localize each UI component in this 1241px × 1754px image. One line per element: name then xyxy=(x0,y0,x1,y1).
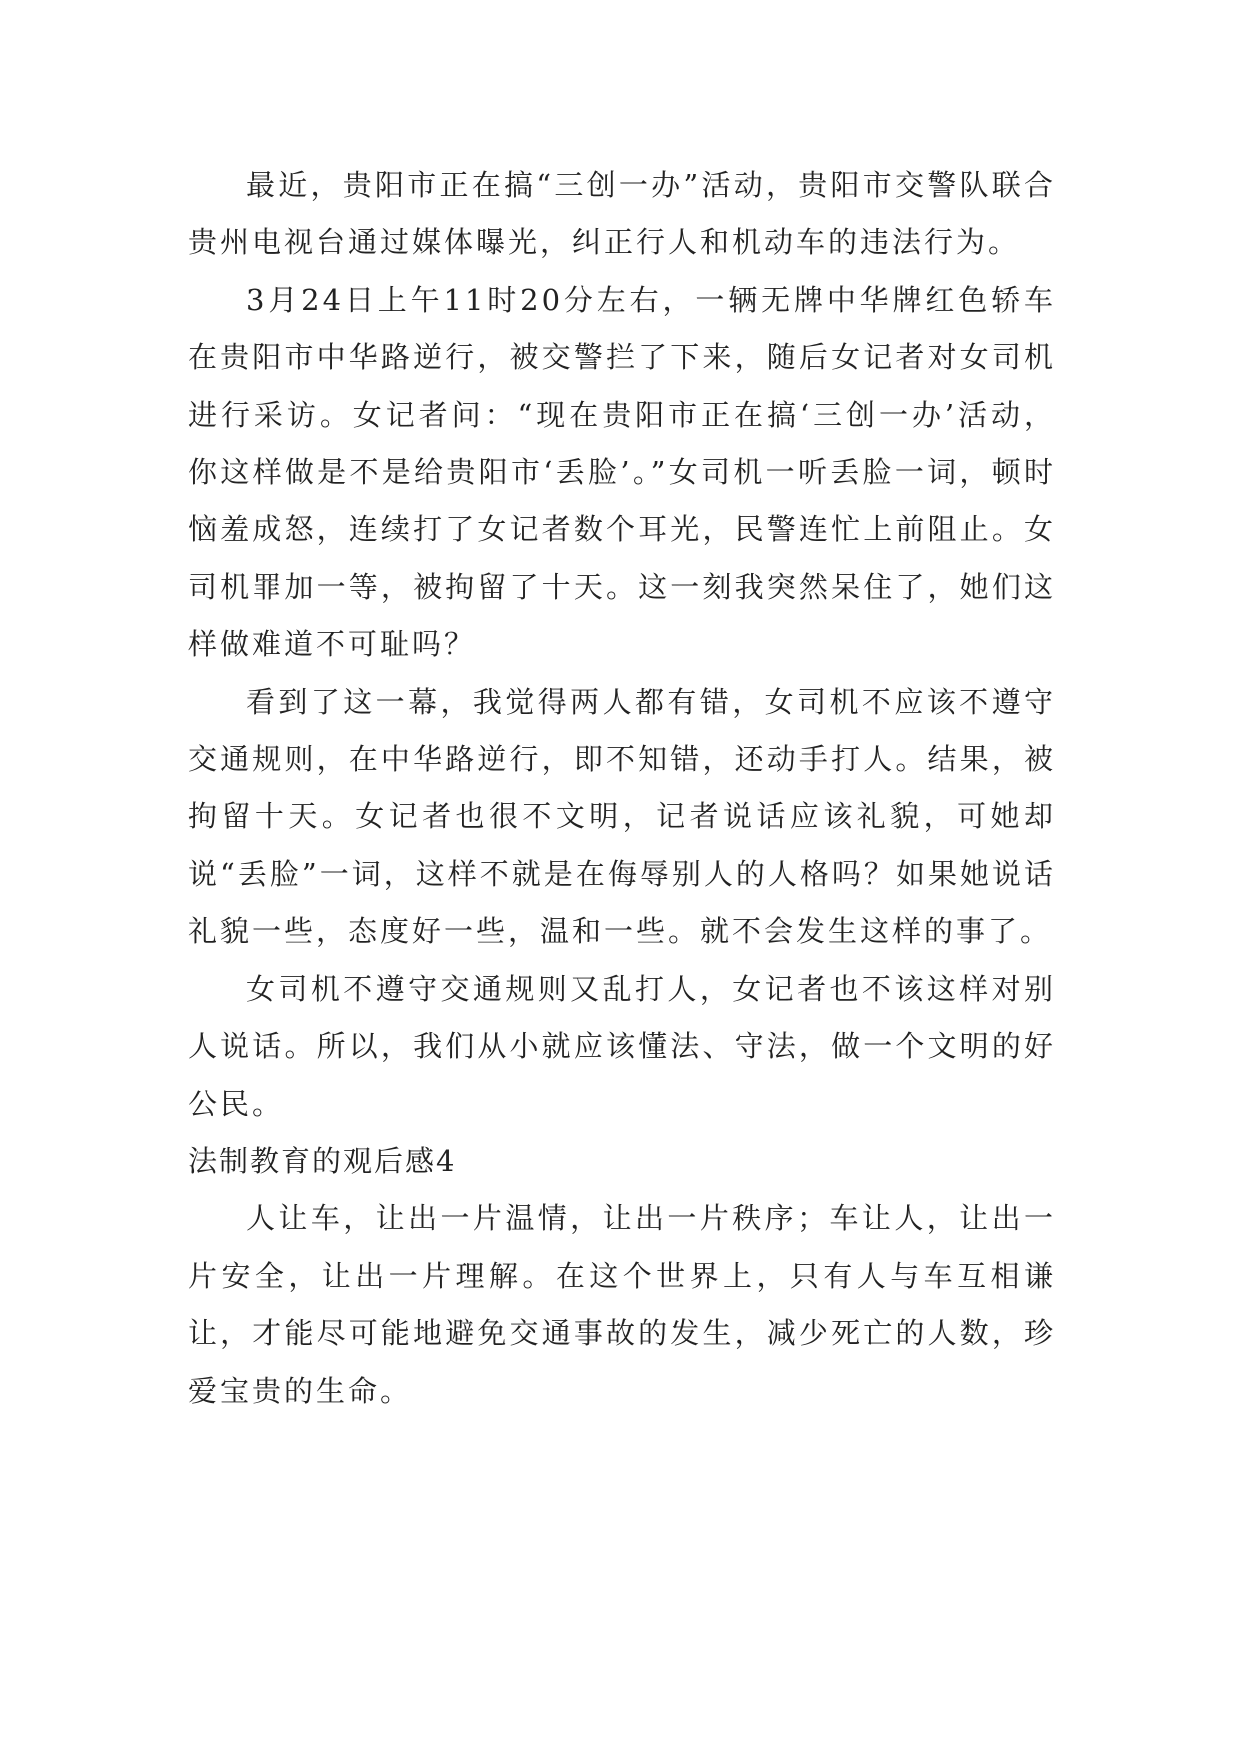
paragraph-1: 最近，贵阳市正在搞“三创一办”活动，贵阳市交警队联合贵州电视台通过媒体曝光，纠正行人和机动车的违法行为。 xyxy=(188,168,1056,260)
document-body xyxy=(188,157,1056,1420)
section-heading: 法制教育的观后感4 xyxy=(188,1143,457,1178)
paragraph-5: 人让车，让出一片温情，让出一片秩序；车让人，让出一片安全，让出一片理解。在这个世界上，只有人与车互相谦让，才能尽可能地避免交通事故的发生，减少死亡的人数，珍爱宝贵的生命。 xyxy=(188,1201,1056,1408)
paragraph-2: 3月24日上午11时20分左右，一辆无牌中华牌红色轿车在贵阳市中华路逆行，被交警拦了下来，随后女记者对女司机进行采访。女记者问：“现在贵阳市正在搞‘三创一办’活动，你这样做是不是给贵阳市‘丢脸’。”女司机一听丢脸一词，顿时恼羞成怒，连续打了女记者数个耳光，民警连忙上前阻止。女司机罪加一等，被拘留了十天。这一刻我突然呆住了，她们这样做难道不可耻吗？ xyxy=(188,282,1056,662)
paragraph-3: 看到了这一幕，我觉得两人都有错，女司机不应该不遵守交通规则，在中华路逆行，即不知错，还动手打人。结果，被拘留十天。女记者也很不文明，记者说话应该礼貌，可她却说“丢脸”一词，这样不就是在侮辱别人的人格吗？如果她说话礼貌一些，态度好一些，温和一些。就不会发生这样的事了。 xyxy=(188,684,1056,949)
paragraph-4: 女司机不遵守交通规则又乱打人，女记者也不该这样对别人说话。所以，我们从小就应该懂法、守法，做一个文明的好公民。 xyxy=(188,971,1056,1121)
